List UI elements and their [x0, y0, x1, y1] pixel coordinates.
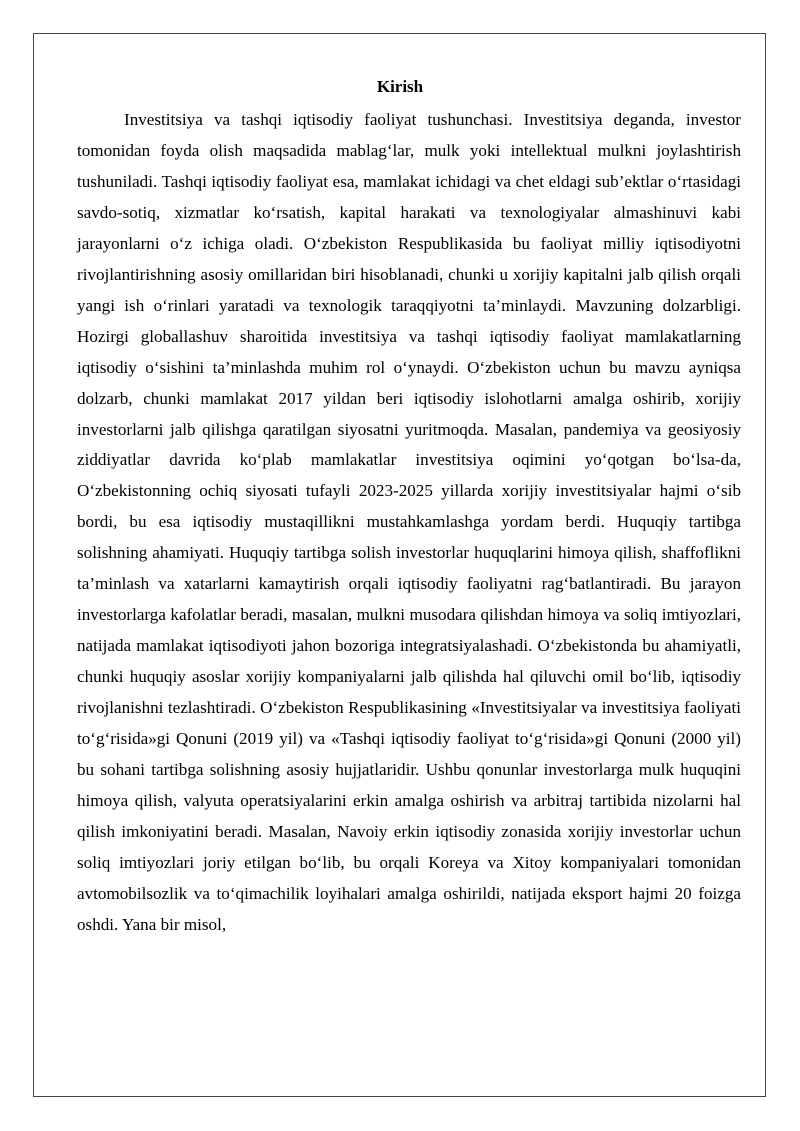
body-paragraph: Investitsiya va tashqi iqtisodiy faoliyat tushunchasi. Investitsiya deganda, investor tomonidan foyda olish maqsadida mablag‘lar, mulk yoki intellektual mulkni joylashtirish tushuniladi. Tashqi iqtisodiy faoliyat esa, mamlakat ichidagi va chet eldagi sub’ektlar o‘rtasidagi savdo-sotiq, xizmatlar ko‘rsatish, kapital harakati va texnologiyalar almashinuvi kabi jarayonlarni o‘z ichiga oladi. O‘zbekiston Respublikasida bu faoliyat milliy iqtisodiyotni rivojlantirishning asosiy omillaridan biri hisoblanadi, chunki u xorijiy kapitalni jalb qilish orqali yangi ish o‘rinlari yaratadi va texnologik taraqqiyotni ta’minlaydi. Mavzuning dolzarbligi. Hozirgi globallashuv sharoitida investitsiya va tashqi iqtisodiy faoliyat mamlakatlarning iqtisodiy o‘sishini ta’minlashda muhim rol o‘ynaydi. O‘zbekiston uchun bu mavzu ayniqsa dolzarb, chunki mamlakat 2017 yildan beri iqtisodiy islohotlarni amalga oshirib, xorijiy investorlarni jalb qilishga qaratilgan siyosatni yuritmoqda. Masalan, pandemiya va geosiyosiy ziddiyatlar davrida ko‘plab mamlakatlar investitsiya oqimini yo‘qotgan bo‘lsa-da, O‘zbekistonning ochiq siyosati tufayli 2023-2025 yillarda xorijiy investitsiyalar hajmi o‘sib bordi, bu esa iqtisodiy mustaqillikni mustahkamlashga yordam berdi. Huquqiy tartibga solishning ahamiyati. Huquqiy tartibga solish investorlar huquqlarini himoya qilish, shaffoflikni ta’minlash va xatarlarni kamaytirish orqali iqtisodiy faoliyatni rag‘batlantiradi. Bu jarayon investorlarga kafolatlar beradi, masalan, mulkni musodara qilishdan himoya va soliq imtiyozlari, natijada mamlakat iqtisodiyoti jahon bozoriga integratsiyalashadi. O‘zbekistonda bu ahamiyatli, chunki huquqiy asoslar xorijiy kompaniyalarni jalb qilishda hal qiluvchi omil bo‘lib, iqtisodiy rivojlanishni tezlashtiradi. O‘zbekiston Respublikasining «Investitsiyalar va investitsiya faoliyati to‘g‘risida»gi Qonuni (2019 yil) va «Tashqi iqtisodiy faoliyat to‘g‘risida»gi Qonuni (2000 yil) bu sohani tartibga solishning asosiy hujjatlaridir. Ushbu qonunlar investorlarga mulk huquqini himoya qilish, valyuta operatsiyalarini erkin amalga oshirish va arbitraj tartibida nizolarni hal qilish imkoniyatini beradi. Masalan, Navoiy erkin iqtisodiy zonasida xorijiy investorlar uchun soliq imtiyozlari joriy etilgan bo‘lib, bu orqali Koreya va Xitoy kompaniyalari tomonidan avtomobilsozlik va to‘qimachilik loyihalari amalga oshirildi, natijada eksport hajmi 20 foizga oshdi. Yana bir misol, — [77, 110, 741, 934]
section-heading: Kirish — [376, 77, 424, 96]
